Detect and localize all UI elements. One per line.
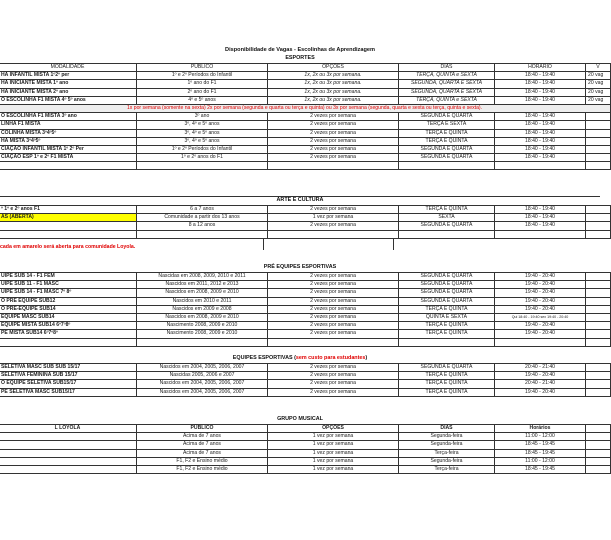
dias-cell: SEGUNDA E QUARTA (399, 273, 495, 281)
table-row (0, 96, 611, 104)
opcoes-cell: 2 vezes por semana (268, 330, 399, 338)
dias-cell: Segunda-feira (399, 433, 495, 441)
vagas-cell: 20 vag (586, 88, 611, 96)
section-title-grupo-musical: GRUPO MUSICAL (277, 416, 323, 422)
table-equipes (0, 363, 611, 397)
publico-cell: Nascidos em 2009 e 2008 (137, 305, 268, 313)
opcoes-cell: 2 vezes por semana (268, 313, 399, 321)
table-row (0, 433, 611, 441)
opcoes-cell: 1 vez por semana (268, 441, 399, 449)
section-title-red-text: sem custo para estudantes (295, 355, 366, 361)
musical-header-0: L LOYOLA (0, 425, 137, 433)
section-title-pre-equipes: PRÉ EQUIPES ESPORTIVAS (263, 264, 337, 270)
modalidade-cell: CIAÇÃO INFANTIL MISTA 1º 2º Per (0, 145, 137, 153)
esportes-header-3: DIAS (399, 64, 495, 72)
opcoes-cell: 1 vez por semana (268, 465, 399, 473)
modalidade-cell: COLINHA MISTA 3º4º5º (0, 129, 137, 137)
modalidade-cell: HA INFANTIL MISTA 1º2º per (0, 72, 137, 80)
opcoes-cell: 2 vezes por semana (268, 145, 399, 153)
vagas-cell (586, 297, 611, 305)
vagas-cell (586, 222, 611, 230)
table-row (0, 72, 611, 80)
grid-line (263, 238, 264, 250)
musical-header-1: PÚBLICO (137, 425, 268, 433)
esportes-header-2: OPÇÕES (268, 64, 399, 72)
publico-cell: Nascidas em 2008, 2009, 2010 e 2011 (137, 273, 268, 281)
publico-cell: 3º, 4º e 5º anos (137, 137, 268, 145)
vagas-cell (586, 289, 611, 297)
dias-cell: SEGUNDA E QUARTA (399, 113, 495, 121)
modalidade-cell (0, 433, 137, 441)
publico-cell: 8 a 12 anos (137, 222, 268, 230)
dias-cell: TERÇA, QUINTA e SEXTA (399, 72, 495, 80)
vagas-cell (586, 305, 611, 313)
dias-cell: SEGUNDA E QUARTA (399, 281, 495, 289)
modalidade-cell: PE MISTA SUB14 6º7º8º (0, 330, 137, 338)
opcoes-cell: 1x, 2x ou 3x por semana. (268, 72, 399, 80)
modalidade-cell: HA INICIANTE MISTA 2º ano (0, 88, 137, 96)
modalidade-cell: HA INICIANTE MISTA 1º ano (0, 80, 137, 88)
dias-cell: SEGUNDA E QUARTA (399, 154, 495, 162)
horario-cell: 20:40 - 21:40 (495, 364, 586, 372)
dias-cell: Terça-feira (399, 449, 495, 457)
modalidade-cell: CIAÇÃO ESP 1º e 2º F1 MISTA (0, 154, 137, 162)
header-row (0, 64, 611, 72)
dias-cell: SEGUNDA E QUARTA (399, 289, 495, 297)
horario-cell: 11:00 - 12:00 (495, 457, 586, 465)
highlight-note: cada em amarelo será aberta para comunidade Loyola. (0, 244, 136, 250)
table-row (0, 206, 611, 214)
vagas-cell (586, 380, 611, 388)
horario-cell: 20:40 - 21:40 (495, 380, 586, 388)
publico-cell: F1, F2 e Ensino médio (137, 457, 268, 465)
modalidade-cell (0, 449, 137, 457)
opcoes-cell: 2 vezes por semana (268, 297, 399, 305)
horario-cell: 18:40 - 19:40 (495, 88, 586, 96)
dias-cell: Segunda-feira (399, 457, 495, 465)
modalidade-cell: SELETIVA FEMININA SUB 15/17 (0, 372, 137, 380)
opcoes-cell: 1 vez por semana (268, 457, 399, 465)
dias-cell: TERÇA E QUINTA (399, 129, 495, 137)
vagas-cell (586, 129, 611, 137)
table-row (0, 372, 611, 380)
table-grupo-musical (0, 424, 611, 474)
dias-cell: SEGUNDA, QUARTA E SEXTA (399, 80, 495, 88)
horario-cell: 18:40 - 19:40 (495, 154, 586, 162)
horario-cell: 18:45 - 19:45 (495, 441, 586, 449)
publico-cell: Nascidos em 2004, 2005, 2006, 2007 (137, 380, 268, 388)
opcoes-cell: 2 vezes por semana (268, 372, 399, 380)
table-row (0, 289, 611, 297)
horario-cell: 19:40 - 20:40 (495, 289, 586, 297)
opcoes-cell: 1x, 2x ou 3x por semana. (268, 96, 399, 104)
publico-cell: Nascidos em 2004, 2005, 2006, 2007 (137, 364, 268, 372)
horario-cell: 19:40 - 20:40 (495, 305, 586, 313)
dias-cell: TERÇA E QUINTA (399, 322, 495, 330)
vagas-cell: 20 vag (586, 80, 611, 88)
publico-cell: 3º, 4º e 5º anos (137, 129, 268, 137)
publico-cell: Acima de 7 anos (137, 441, 268, 449)
publico-cell: 3º, 4º e 5º anos (137, 121, 268, 129)
vagas-cell (586, 273, 611, 281)
publico-cell: 1º ano do F1 (137, 80, 268, 88)
horario-cell: 19:40 - 20:40 (495, 322, 586, 330)
musical-header-5 (586, 425, 611, 433)
modalidade-cell: EQUIPE MISTA SUB14 6º7º8º (0, 322, 137, 330)
table-row (0, 222, 611, 230)
horario-cell: 11:00 - 12:00 (495, 433, 586, 441)
modalidade-cell: EQUIPE MASC SUB14 (0, 313, 137, 321)
modalidade-cell: PE SELETIVA MASC SUB15/17 (0, 388, 137, 396)
publico-cell: 4º e 5º anos (137, 96, 268, 104)
opcoes-cell: 2 vezes por semana (268, 206, 399, 214)
header-row (0, 425, 611, 433)
horario-cell: 18:40 - 19:40 (495, 96, 586, 104)
publico-cell: Nascidos em 2004, 2005, 2006, 2007 (137, 388, 268, 396)
horario-cell: 18:40 - 19:40 (495, 206, 586, 214)
modalidade-cell: UIPE SUB 14 - F1 MASC 7º 8º (0, 289, 137, 297)
modalidade-cell: O EQUIPE SELETIVA SUB15/17 (0, 380, 137, 388)
horario-cell: 18:40 - 19:40 (495, 222, 586, 230)
vagas-cell (586, 137, 611, 145)
publico-cell: Nascimento 2008, 2009 e 2010 (137, 330, 268, 338)
publico-cell: 1º e 2º Períodos do Infantil (137, 72, 268, 80)
horario-cell: 19:40 - 20:40 (495, 388, 586, 396)
dias-cell: TERÇA, QUINTA e SEXTA (399, 96, 495, 104)
vagas-cell (586, 372, 611, 380)
vagas-cell (586, 113, 611, 121)
table-row (0, 364, 611, 372)
horario-cell: 19:40 - 20:40 (495, 273, 586, 281)
modalidade-cell: LINHA F1 MISTA (0, 121, 137, 129)
dias-cell: TERÇA E SEXTA (399, 121, 495, 129)
vagas-cell (586, 145, 611, 153)
horario-cell: 18:40 - 19:40 (495, 145, 586, 153)
dias-cell: SEGUNDA, QUARTA E SEXTA (399, 88, 495, 96)
vagas-cell (586, 449, 611, 457)
opcoes-cell: 2 vezes por semana (268, 281, 399, 289)
opcoes-cell: 1 vez por semana (268, 449, 399, 457)
publico-cell: Nascidos em 2010 e 2011 (137, 297, 268, 305)
modalidade-cell: UIPE SUB 11 - F1 MASC (0, 281, 137, 289)
dias-cell: SEXTA (399, 214, 495, 222)
vagas-cell (586, 364, 611, 372)
publico-cell: F1, F2 e Ensino médio (137, 465, 268, 473)
horario-cell: 19:40 - 20:40 (495, 372, 586, 380)
vagas-cell (586, 388, 611, 396)
opcoes-cell: 2 vezes por semana (268, 388, 399, 396)
opcoes-cell: 2 vezes por semana (268, 113, 399, 121)
modalidade-cell: º 1º e 2º anos F1 (0, 206, 137, 214)
document-title: Disponibilidade de Vagas - Escolinhas de Aprendizagem (225, 47, 375, 53)
opcoes-cell: 2 vezes por semana (268, 154, 399, 162)
vagas-cell (586, 465, 611, 473)
vagas-cell: 20 vag (586, 72, 611, 80)
table-row (0, 121, 611, 129)
table-row (0, 113, 611, 121)
opcoes-cell: 1x, 2x ou 3x por semana. (268, 88, 399, 96)
modalidade-cell (0, 441, 137, 449)
publico-cell: Acima de 7 anos (137, 449, 268, 457)
vagas-cell (586, 121, 611, 129)
modalidade-cell: O ESCOLINHA F1 MISTA 4º 5º anos (0, 96, 137, 104)
dias-cell: SEGUNDA E QUARTA (399, 297, 495, 305)
modalidade-cell: UIPE SUB 14 - F1 FEM (0, 273, 137, 281)
modalidade-cell: O PRÉ-EQUIPE SUB14 (0, 305, 137, 313)
opcoes-cell: 2 vezes por semana (268, 222, 399, 230)
table-esportes (0, 63, 611, 170)
publico-cell: Acima de 7 anos (137, 433, 268, 441)
dias-cell: TERÇA E QUINTA (399, 330, 495, 338)
table-row (0, 273, 611, 281)
table-row (0, 154, 611, 162)
vagas-cell (586, 433, 611, 441)
table-row (0, 330, 611, 338)
table-row (0, 441, 611, 449)
opcoes-cell: 2 vezes por semana (268, 129, 399, 137)
horario-cell: 19:40 - 20:40 (495, 330, 586, 338)
vagas-cell (586, 322, 611, 330)
section-title-arte-cultura: ARTE E CULTURA (276, 197, 324, 203)
musical-header-2: OPÇÕES (268, 425, 399, 433)
table-row (0, 305, 611, 313)
esportes-header-5: V (586, 64, 611, 72)
publico-cell: Nascidos em 2008, 2009 e 2010 (137, 313, 268, 321)
opcoes-cell: 1x, 2x ou 3x por semana. (268, 80, 399, 88)
vagas-cell (586, 154, 611, 162)
blank-row (0, 230, 611, 238)
vagas-cell (586, 457, 611, 465)
publico-cell: Nascidas 2005, 2006 e 2007 (137, 372, 268, 380)
opcoes-cell: 2 vezes por semana (268, 364, 399, 372)
dias-cell: TERÇA E QUINTA (399, 372, 495, 380)
publico-cell: 3º ano (137, 113, 268, 121)
section-title-text: EQUIPES ESPORTIVAS ( (232, 355, 296, 361)
table-pre-equipes (0, 272, 611, 347)
modalidade-cell (0, 465, 137, 473)
table-row (0, 137, 611, 145)
frequency-note: 1x por semana (somente na sexta) 2x por semana (segunda e quarta ou terça e quinta) ou 3x por semana (segunda, quarta e sexta ou terça, quinta e sexta). (0, 104, 611, 112)
publico-cell: 6 a 7 anos (137, 206, 268, 214)
table-row (0, 457, 611, 465)
publico-cell: Nascidos em 2008, 2009 e 2010 (137, 289, 268, 297)
modalidade-cell (0, 457, 137, 465)
vagas-cell (586, 441, 611, 449)
table-row (0, 88, 611, 96)
opcoes-cell: 2 vezes por semana (268, 121, 399, 129)
dias-cell: TERÇA E QUINTA (399, 380, 495, 388)
horario-cell: 18:40 - 19:40 (495, 121, 586, 129)
horario-cell: 18:40 - 19:40 (495, 113, 586, 121)
blank-row (0, 338, 611, 346)
vagas-cell (586, 206, 611, 214)
table-row (0, 465, 611, 473)
opcoes-cell: 2 vezes por semana (268, 322, 399, 330)
vagas-cell: 20 vag (586, 96, 611, 104)
section-title-equipes (0, 355, 600, 361)
horario-cell: 18:40 - 19:40 (495, 80, 586, 88)
horario-cell: 18:40 - 19:40 (495, 137, 586, 145)
grid-line (393, 238, 394, 250)
vagas-cell (586, 330, 611, 338)
publico-cell: 1º e 2º Períodos do Infantil (137, 145, 268, 153)
opcoes-cell: 2 vezes por semana (268, 273, 399, 281)
dias-cell: Segunda-feira (399, 441, 495, 449)
horario-cell: 18:45 - 19:45 (495, 465, 586, 473)
horario-cell: 18:40 - 19:40 (495, 214, 586, 222)
vagas-cell (586, 313, 611, 321)
table-row (0, 145, 611, 153)
opcoes-cell: 2 vezes por semana (268, 137, 399, 145)
table-row (0, 313, 611, 321)
modalidade-cell: HA MISTA 3º4º5º (0, 137, 137, 145)
publico-cell: 2º ano do F1 (137, 88, 268, 96)
modalidade-cell (0, 222, 137, 230)
opcoes-cell: 1 vez por semana (268, 433, 399, 441)
horario-cell: 19:40 - 20:40 (495, 281, 586, 289)
table-row (0, 214, 611, 222)
blank-row (0, 162, 611, 170)
dias-cell: TERÇA E QUINTA (399, 388, 495, 396)
frequency-note-row (0, 104, 611, 112)
modalidade-cell: AS (ABERTA) (0, 214, 137, 222)
dias-cell: SEGUNDA E QUARTA (399, 222, 495, 230)
opcoes-cell: 2 vezes por semana (268, 289, 399, 297)
table-row (0, 380, 611, 388)
dias-cell: Terça-feira (399, 465, 495, 473)
dias-cell: SEGUNDA E QUARTA (399, 145, 495, 153)
modalidade-cell: SELETIVA MASC SUB SUB 15/17 (0, 364, 137, 372)
publico-cell: Nascidos em 2011, 2012 e 2013 (137, 281, 268, 289)
publico-cell: Comunidade a partir dos 13 anos (137, 214, 268, 222)
dias-cell: TERÇA E QUINTA (399, 305, 495, 313)
dias-cell: SEGUNDA E QUARTA (399, 364, 495, 372)
opcoes-cell: 2 vezes por semana (268, 305, 399, 313)
esportes-header-0: MODALIDADE (0, 64, 137, 72)
esportes-header-1: PÚBLICO (137, 64, 268, 72)
vagas-cell (586, 281, 611, 289)
vagas-cell (586, 214, 611, 222)
horario-cell: Qui 18:40 - 19:40 sex 19:40 - 20:40 (495, 313, 586, 321)
musical-header-4: Horários (495, 425, 586, 433)
table-row (0, 281, 611, 289)
horario-cell: 18:40 - 19:40 (495, 129, 586, 137)
table-row (0, 388, 611, 396)
opcoes-cell: 1 vez por semana (268, 214, 399, 222)
esportes-header-4: HORÁRIO (495, 64, 586, 72)
dias-cell: TERÇA E QUINTA (399, 137, 495, 145)
musical-header-3: DIAS (399, 425, 495, 433)
section-title-esportes: ESPORTES (285, 55, 315, 61)
table-arte-cultura (0, 205, 611, 239)
dias-cell: QUINTA E SEXTA (399, 313, 495, 321)
horario-cell: 19:40 - 20:40 (495, 297, 586, 305)
table-row (0, 449, 611, 457)
horario-cell: 18:45 - 19:45 (495, 449, 586, 457)
publico-cell: Nascimento 2008, 2009 e 2010 (137, 322, 268, 330)
horario-cell: 18:40 - 19:40 (495, 72, 586, 80)
table-row (0, 80, 611, 88)
table-row (0, 297, 611, 305)
dias-cell: TERÇA E QUINTA (399, 206, 495, 214)
opcoes-cell: 2 vezes por semana (268, 380, 399, 388)
modalidade-cell: O PRÉ EQUIPE SUB12 (0, 297, 137, 305)
section-title-end: ) (365, 355, 368, 361)
table-row (0, 322, 611, 330)
table-row (0, 129, 611, 137)
modalidade-cell: O ESCOLINHA F1 MISTA 3º ano (0, 113, 137, 121)
publico-cell: 1º e 2º anos do F1 (137, 154, 268, 162)
